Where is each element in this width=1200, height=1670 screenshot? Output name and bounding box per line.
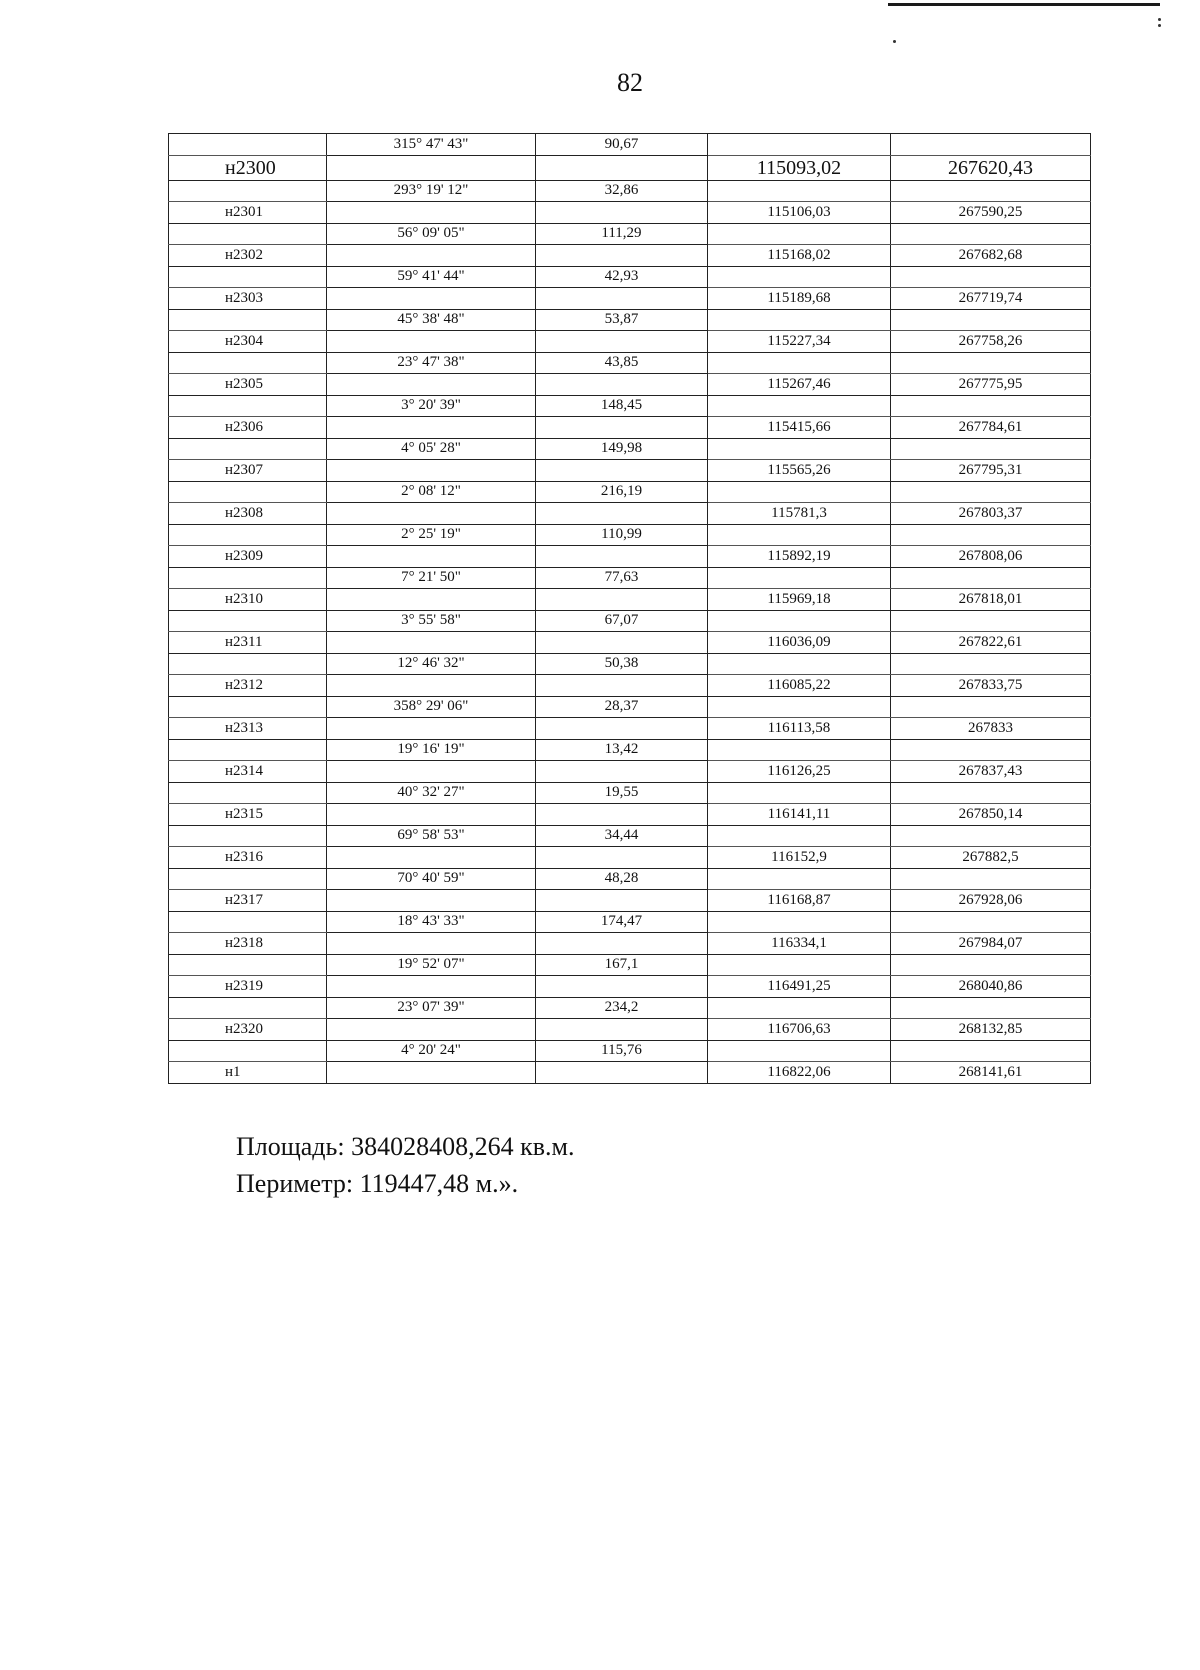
point-row [169,675,1091,697]
segment-row [169,309,1091,331]
distance-cell: 53,87 [536,309,708,331]
point-name-cell: н2303 [169,288,327,310]
y-coordinate-cell: 267837,43 [891,761,1091,783]
point-name-cell: н2309 [169,546,327,568]
segment-row [169,134,1091,156]
x-coordinate-cell: 116706,63 [708,1019,891,1041]
point-name-cell: н2311 [169,632,327,654]
direction-angle-cell: 3° 55' 58" [327,610,536,632]
empty-cell [891,266,1091,288]
empty-cell [536,460,708,482]
empty-cell [327,417,536,439]
empty-cell [708,481,891,503]
empty-cell [891,911,1091,933]
point-row [169,761,1091,783]
direction-angle-cell: 3° 20' 39" [327,395,536,417]
x-coordinate-cell: 116036,09 [708,632,891,654]
direction-angle-cell: 23° 07' 39" [327,997,536,1019]
point-row [169,503,1091,525]
empty-cell [536,331,708,353]
segment-row [169,696,1091,718]
segment-row [169,610,1091,632]
empty-cell [327,202,536,224]
point-row [169,546,1091,568]
x-coordinate-cell: 115168,02 [708,245,891,267]
empty-cell [169,997,327,1019]
direction-angle-cell: 45° 38' 48" [327,309,536,331]
distance-cell: 42,93 [536,266,708,288]
empty-cell [169,524,327,546]
segment-row [169,997,1091,1019]
empty-cell [169,134,327,156]
empty-cell [169,352,327,374]
direction-angle-cell: 59° 41' 44" [327,266,536,288]
point-row [169,718,1091,740]
empty-cell [327,718,536,740]
direction-angle-cell: 40° 32' 27" [327,782,536,804]
empty-cell [169,1040,327,1062]
y-coordinate-cell: 267808,06 [891,546,1091,568]
y-coordinate-cell: 267775,95 [891,374,1091,396]
empty-cell [891,395,1091,417]
page-number: 82 [617,68,643,97]
empty-cell [891,134,1091,156]
distance-cell: 77,63 [536,567,708,589]
y-coordinate-cell: 267719,74 [891,288,1091,310]
point-name-cell: н2314 [169,761,327,783]
distance-cell: 234,2 [536,997,708,1019]
point-row [169,202,1091,224]
y-coordinate-cell: 267882,5 [891,847,1091,869]
empty-cell [536,976,708,998]
point-row [169,417,1091,439]
segment-row [169,180,1091,202]
segment-row [169,438,1091,460]
empty-cell [708,868,891,890]
distance-cell: 50,38 [536,653,708,675]
point-name-cell: н2301 [169,202,327,224]
empty-cell [536,890,708,912]
empty-cell [891,825,1091,847]
direction-angle-cell: 4° 05' 28" [327,438,536,460]
empty-cell [891,610,1091,632]
empty-cell [891,352,1091,374]
distance-cell: 32,86 [536,180,708,202]
x-coordinate-cell: 116491,25 [708,976,891,998]
empty-cell [327,374,536,396]
segment-row [169,352,1091,374]
x-coordinate-cell: 115106,03 [708,202,891,224]
point-name-cell: н2300 [169,155,327,180]
direction-angle-cell: 69° 58' 53" [327,825,536,847]
empty-cell [536,1062,708,1084]
segment-row [169,223,1091,245]
y-coordinate-cell: 268132,85 [891,1019,1091,1041]
x-coordinate-cell: 116168,87 [708,890,891,912]
empty-cell [708,610,891,632]
distance-cell: 34,44 [536,825,708,847]
direction-angle-cell: 19° 16' 19" [327,739,536,761]
segment-row [169,567,1091,589]
empty-cell [891,653,1091,675]
segment-row [169,524,1091,546]
empty-cell [327,632,536,654]
distance-cell: 216,19 [536,481,708,503]
empty-cell [891,180,1091,202]
empty-cell [891,223,1091,245]
empty-cell [708,266,891,288]
empty-cell [169,395,327,417]
empty-cell [327,503,536,525]
direction-angle-cell: 293° 19' 12" [327,180,536,202]
empty-cell [891,997,1091,1019]
x-coordinate-cell: 115189,68 [708,288,891,310]
empty-cell [708,180,891,202]
direction-angle-cell: 12° 46' 32" [327,653,536,675]
distance-cell: 19,55 [536,782,708,804]
distance-cell: 115,76 [536,1040,708,1062]
point-name-cell: н2317 [169,890,327,912]
y-coordinate-cell: 267850,14 [891,804,1091,826]
y-coordinate-cell: 267784,61 [891,417,1091,439]
direction-angle-cell: 70° 40' 59" [327,868,536,890]
empty-cell [891,309,1091,331]
point-row [169,976,1091,998]
distance-cell: 167,1 [536,954,708,976]
direction-angle-cell: 23° 47' 38" [327,352,536,374]
point-row [169,847,1091,869]
point-row [169,1019,1091,1041]
x-coordinate-cell: 115227,34 [708,331,891,353]
y-coordinate-cell: 268141,61 [891,1062,1091,1084]
distance-cell: 149,98 [536,438,708,460]
empty-cell [327,847,536,869]
x-coordinate-cell: 115093,02 [708,155,891,180]
empty-cell [327,331,536,353]
direction-angle-cell: 18° 43' 33" [327,911,536,933]
point-row [169,933,1091,955]
segment-row [169,782,1091,804]
empty-cell [891,782,1091,804]
empty-cell [169,868,327,890]
empty-cell [536,374,708,396]
empty-cell [169,782,327,804]
distance-cell: 174,47 [536,911,708,933]
point-name-cell: н2308 [169,503,327,525]
point-name-cell: н2320 [169,1019,327,1041]
segment-row [169,1040,1091,1062]
distance-cell: 110,99 [536,524,708,546]
distance-cell: 90,67 [536,134,708,156]
y-coordinate-cell: 267833 [891,718,1091,740]
y-coordinate-cell: 267984,07 [891,933,1091,955]
point-name-cell: н2305 [169,374,327,396]
empty-cell [327,1019,536,1041]
perimeter-text: Периметр: 119447,48 м.». [236,1169,519,1198]
direction-angle-cell: 56° 09' 05" [327,223,536,245]
empty-cell [536,288,708,310]
empty-cell [536,546,708,568]
empty-cell [708,395,891,417]
empty-cell [536,202,708,224]
empty-cell [536,847,708,869]
empty-cell [708,223,891,245]
empty-cell [169,954,327,976]
point-name-cell: н2313 [169,718,327,740]
x-coordinate-cell: 116822,06 [708,1062,891,1084]
empty-cell [327,890,536,912]
area-text: Площадь: 384028408,264 кв.м. [236,1132,575,1161]
empty-cell [536,589,708,611]
point-name-cell: н1 [169,1062,327,1084]
direction-angle-cell: 2° 25' 19" [327,524,536,546]
point-row [169,374,1091,396]
empty-cell [891,954,1091,976]
empty-cell [169,223,327,245]
empty-cell [169,481,327,503]
empty-cell [327,804,536,826]
y-coordinate-cell: 267818,01 [891,589,1091,611]
y-coordinate-cell: 267822,61 [891,632,1091,654]
empty-cell [327,589,536,611]
empty-cell [536,761,708,783]
empty-cell [708,997,891,1019]
point-name-cell: н2316 [169,847,327,869]
empty-cell [708,134,891,156]
empty-cell [708,309,891,331]
empty-cell [536,503,708,525]
empty-cell [169,696,327,718]
point-row [169,331,1091,353]
direction-angle-cell: 7° 21' 50" [327,567,536,589]
point-name-cell: н2318 [169,933,327,955]
empty-cell [891,696,1091,718]
empty-cell [169,610,327,632]
empty-cell [169,911,327,933]
x-coordinate-cell: 116126,25 [708,761,891,783]
empty-cell [327,155,536,180]
distance-cell: 13,42 [536,739,708,761]
empty-cell [708,524,891,546]
empty-cell [536,804,708,826]
segment-row [169,868,1091,890]
x-coordinate-cell: 115267,46 [708,374,891,396]
point-row [169,632,1091,654]
point-name-cell: н2307 [169,460,327,482]
empty-cell [891,868,1091,890]
direction-angle-cell: 2° 08' 12" [327,481,536,503]
empty-cell [169,438,327,460]
segment-row [169,653,1091,675]
empty-cell [891,524,1091,546]
empty-cell [708,653,891,675]
empty-cell [327,933,536,955]
empty-cell [327,546,536,568]
point-name-cell: н2306 [169,417,327,439]
y-coordinate-cell: 268040,86 [891,976,1091,998]
empty-cell [708,696,891,718]
point-row [169,589,1091,611]
empty-cell [708,352,891,374]
empty-cell [708,1040,891,1062]
x-coordinate-cell: 116334,1 [708,933,891,955]
empty-cell [708,954,891,976]
empty-cell [891,438,1091,460]
point-row [169,460,1091,482]
point-row [169,1062,1091,1084]
empty-cell [708,739,891,761]
y-coordinate-cell: 267928,06 [891,890,1091,912]
empty-cell [327,675,536,697]
empty-cell [891,481,1091,503]
empty-cell [708,567,891,589]
empty-cell [708,438,891,460]
empty-cell [536,933,708,955]
top-rule [888,3,1160,6]
distance-cell: 28,37 [536,696,708,718]
scan-speck [1158,24,1161,27]
empty-cell [169,567,327,589]
direction-angle-cell: 315° 47' 43" [327,134,536,156]
x-coordinate-cell: 115781,3 [708,503,891,525]
empty-cell [169,309,327,331]
x-coordinate-cell: 115565,26 [708,460,891,482]
y-coordinate-cell: 267795,31 [891,460,1091,482]
segment-row [169,825,1091,847]
point-name-cell: н2315 [169,804,327,826]
summary [236,1128,574,1202]
distance-cell: 43,85 [536,352,708,374]
point-row [169,245,1091,267]
point-name-cell: н2304 [169,331,327,353]
y-coordinate-cell: 267833,75 [891,675,1091,697]
coordinates-table-body [169,134,1091,1084]
segment-row [169,739,1091,761]
y-coordinate-cell: 267620,43 [891,155,1091,180]
direction-angle-cell: 19° 52' 07" [327,954,536,976]
empty-cell [536,245,708,267]
point-row [169,288,1091,310]
x-coordinate-cell: 116141,11 [708,804,891,826]
segment-row [169,266,1091,288]
x-coordinate-cell: 116113,58 [708,718,891,740]
x-coordinate-cell: 115969,18 [708,589,891,611]
x-coordinate-cell: 116085,22 [708,675,891,697]
distance-cell: 48,28 [536,868,708,890]
x-coordinate-cell: 116152,9 [708,847,891,869]
direction-angle-cell: 358° 29' 06" [327,696,536,718]
distance-cell: 67,07 [536,610,708,632]
x-coordinate-cell: 115415,66 [708,417,891,439]
point-name-cell: н2319 [169,976,327,998]
empty-cell [708,911,891,933]
coordinates-table [168,133,1091,1084]
empty-cell [536,718,708,740]
empty-cell [536,675,708,697]
empty-cell [891,567,1091,589]
empty-cell [169,653,327,675]
point-row [169,804,1091,826]
distance-cell: 148,45 [536,395,708,417]
distance-cell: 111,29 [536,223,708,245]
point-name-cell: н2312 [169,675,327,697]
empty-cell [891,739,1091,761]
segment-row [169,954,1091,976]
direction-angle-cell: 4° 20' 24" [327,1040,536,1062]
empty-cell [169,180,327,202]
empty-cell [708,782,891,804]
empty-cell [327,1062,536,1084]
segment-row [169,395,1091,417]
empty-cell [327,245,536,267]
empty-cell [536,1019,708,1041]
empty-cell [327,460,536,482]
scan-speck [893,40,896,43]
empty-cell [891,1040,1091,1062]
empty-cell [327,976,536,998]
point-row [169,890,1091,912]
empty-cell [536,417,708,439]
point-row [169,155,1091,180]
empty-cell [536,632,708,654]
empty-cell [708,825,891,847]
empty-cell [327,761,536,783]
y-coordinate-cell: 267803,37 [891,503,1091,525]
y-coordinate-cell: 267590,25 [891,202,1091,224]
y-coordinate-cell: 267758,26 [891,331,1091,353]
y-coordinate-cell: 267682,68 [891,245,1091,267]
empty-cell [169,266,327,288]
x-coordinate-cell: 115892,19 [708,546,891,568]
point-name-cell: н2310 [169,589,327,611]
segment-row [169,481,1091,503]
empty-cell [169,825,327,847]
empty-cell [169,739,327,761]
segment-row [169,911,1091,933]
empty-cell [327,288,536,310]
empty-cell [536,155,708,180]
point-name-cell: н2302 [169,245,327,267]
scan-speck [1158,18,1161,21]
